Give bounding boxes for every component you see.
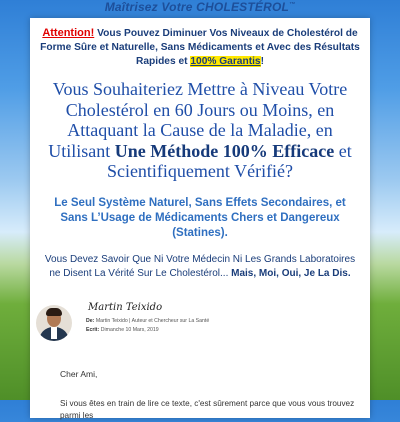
author-avatar <box>36 305 72 341</box>
author-date: Ecrit: Dimanche 10 Mars, 2019 <box>86 326 159 333</box>
greeting: Cher Ami, <box>60 368 98 379</box>
lead-emphasis: Mais, Moi, Oui, Je La Dis. <box>231 267 351 279</box>
brand-title: Maîtrisez Votre CHOLESTÉROL™ <box>104 0 296 14</box>
main-headline: Vous Souhaiteriez Mettre à Niveau Votre Cholestérol en 60 Jours ou Moins, en Attaquant la Cause de la Maladie, en Utilisant Une Méthode 100% Efficace et Scientifiquement Vérifié? <box>48 79 352 181</box>
author-block <box>36 301 370 341</box>
author-meta <box>86 317 209 335</box>
attention-label: Attention! <box>42 27 95 39</box>
author-signature: Martin Teixido <box>88 301 163 313</box>
subheadline: Le Seul Système Naturel, Sans Effets Secondaires, et Sans L’Usage de Médicaments Chers et Dangereux (Statines). <box>54 196 346 239</box>
author-from: De: Martin Teixido | Auteur et Chercheur sur La Santé <box>86 317 210 324</box>
lead-paragraph: Vous Devez Savoir Que Ni Votre Médecin Ni Les Grands Laboratoires ne Disent La Vérité Sur Le Cholestérol... Mais, Moi, Oui, Je La Dis. <box>44 253 356 279</box>
sales-letter-card <box>30 18 370 418</box>
attention-banner: Attention! Vous Pouvez Diminuer Vos Niveaux de Cholestérol de Forme Sûre et Naturelle, Sans Médicaments et Avec des Résultats Rapides et 100% Garantis! <box>40 27 360 67</box>
header-strip <box>0 0 400 18</box>
headline-emphasis: Une Méthode 100% Efficace <box>114 140 335 161</box>
guarantee-highlight: 100% Garantis <box>190 56 261 67</box>
author-info <box>86 301 210 335</box>
body-paragraph: Si vous êtes en train de lire ce texte, c'est sûrement parce que vous vous trouvez parmi les <box>60 398 355 420</box>
attention-text: Vous Pouvez Diminuer Vos Niveaux de Cholestérol de Forme Sûre et Naturelle, Sans Médicaments et Avec des Résultats Rapides et <box>40 28 360 67</box>
